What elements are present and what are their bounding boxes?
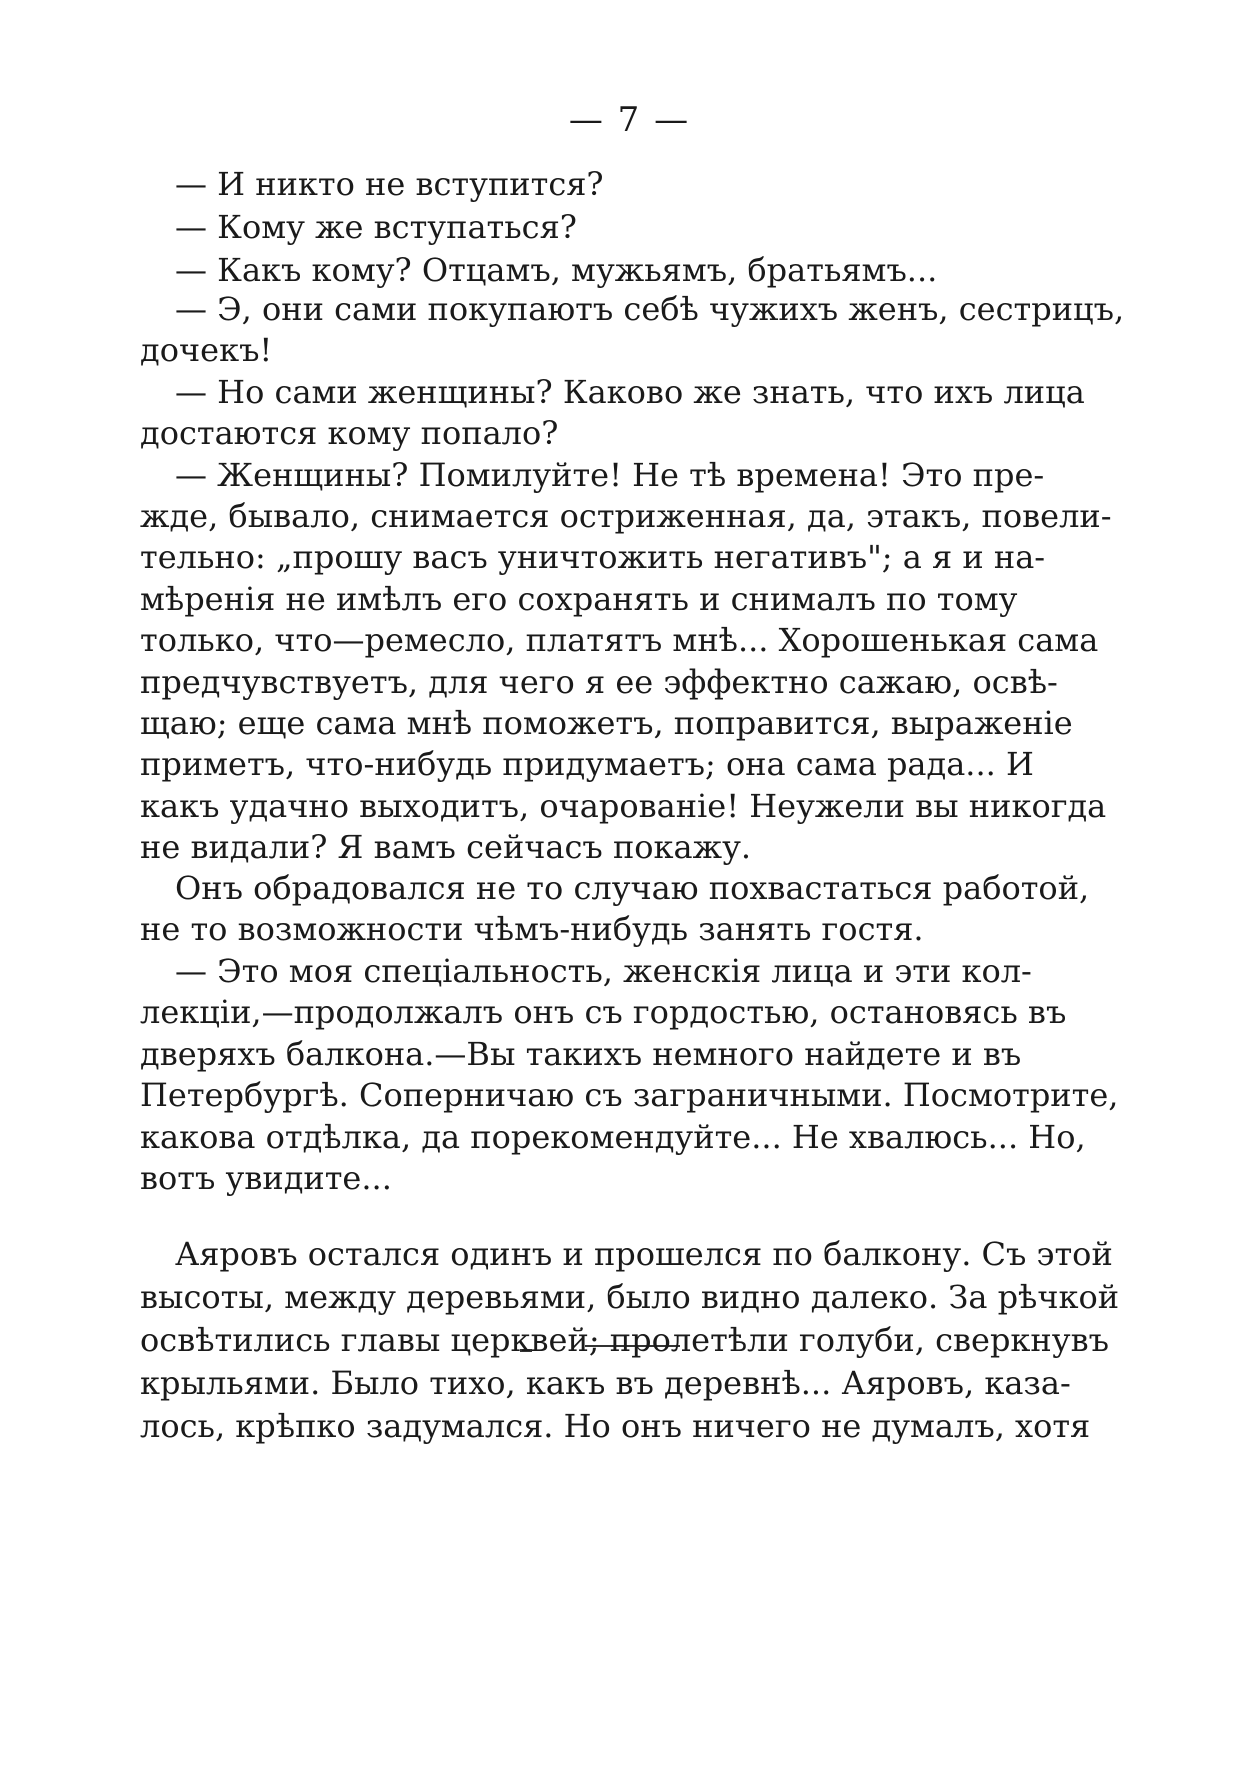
text-line: какъ удачно выходитъ, очарованіе! Неужели вы никогда xyxy=(140,787,1107,825)
text-line: крыльями. Было тихо, какъ въ деревнѣ... Аяровъ, каза- xyxy=(140,1364,1071,1402)
text-line: только, что—ремесло, платятъ мнѣ... Хорошенькая сама xyxy=(140,621,1099,659)
text-line: лекціи,—продолжалъ онъ съ гордостью, остановясь въ xyxy=(140,993,1067,1031)
text-line: мѣренія не имѣлъ его сохранять и снималъ по тому xyxy=(140,580,1018,618)
text-line: Петербургѣ. Соперничаю съ заграничными. Посмотрите, xyxy=(140,1076,1119,1114)
text-line: достаются кому попало? xyxy=(140,414,559,452)
text-line: Аяровъ остался одинъ и прошелся по балкону. Съ этой xyxy=(175,1235,1113,1273)
text-line: — И никто не вступится? xyxy=(175,165,604,203)
text-line: какова отдѣлка, да порекомендуйте... Не хвалюсь... Но, xyxy=(140,1118,1086,1156)
text-line: — Но сами женщины? Каково же знать, что ихъ лица xyxy=(175,373,1085,411)
text-line: лось, крѣпко задумался. Но онъ ничего не думалъ, хотя xyxy=(140,1407,1091,1445)
text-line: высоты, между деревьями, было видно далеко. За рѣчкой xyxy=(140,1278,1120,1316)
text-line: жде, бывало, снимается остриженная, да, этакъ, повели- xyxy=(140,497,1112,535)
text-line: щаю; еще сама мнѣ поможетъ, поправится, выраженіе xyxy=(140,704,1073,742)
text-line: освѣтились главы церквей; пролетѣли голуби, сверкнувъ xyxy=(140,1321,1109,1359)
text-line: приметъ, что-нибудь придумаетъ; она сама рада... И xyxy=(140,745,1034,783)
text-line: дочекъ! xyxy=(140,331,273,369)
text-line: предчувствуетъ, для чего я ее эффектно сажаю, освѣ- xyxy=(140,663,1058,701)
text-line: вотъ увидите... xyxy=(140,1159,392,1197)
text-line: — Какъ кому? Отцамъ, мужьямъ, братьямъ... xyxy=(175,251,938,289)
text-line: — Кому же вступаться? xyxy=(175,208,577,246)
text-line xyxy=(175,287,1140,331)
text-line: — Это моя спеціальность, женскія лица и эти кол- xyxy=(175,952,1032,990)
text-line-content: — Э, они сами покупаютъ себѣ чужихъ женъ, сестрицъ, xyxy=(175,290,1125,328)
text-line: тельно: „прошу васъ уничтожить негативъ"; а я и на- xyxy=(140,538,1046,576)
text-line: не то возможности чѣмъ-нибудь занять гостя. xyxy=(140,910,924,948)
text-line: не видали? Я вамъ сейчасъ покажу. xyxy=(140,828,752,866)
page-number: — 7 — xyxy=(568,100,691,140)
text-line: — Женщины? Помилуйте! Не тѣ времена! Это пре- xyxy=(175,456,1045,494)
text-line: Онъ обрадовался не то случаю похвастаться работой, xyxy=(175,869,1090,907)
text-line: дверяхъ балкона.—Вы такихъ немного найдете и въ xyxy=(140,1035,1022,1073)
